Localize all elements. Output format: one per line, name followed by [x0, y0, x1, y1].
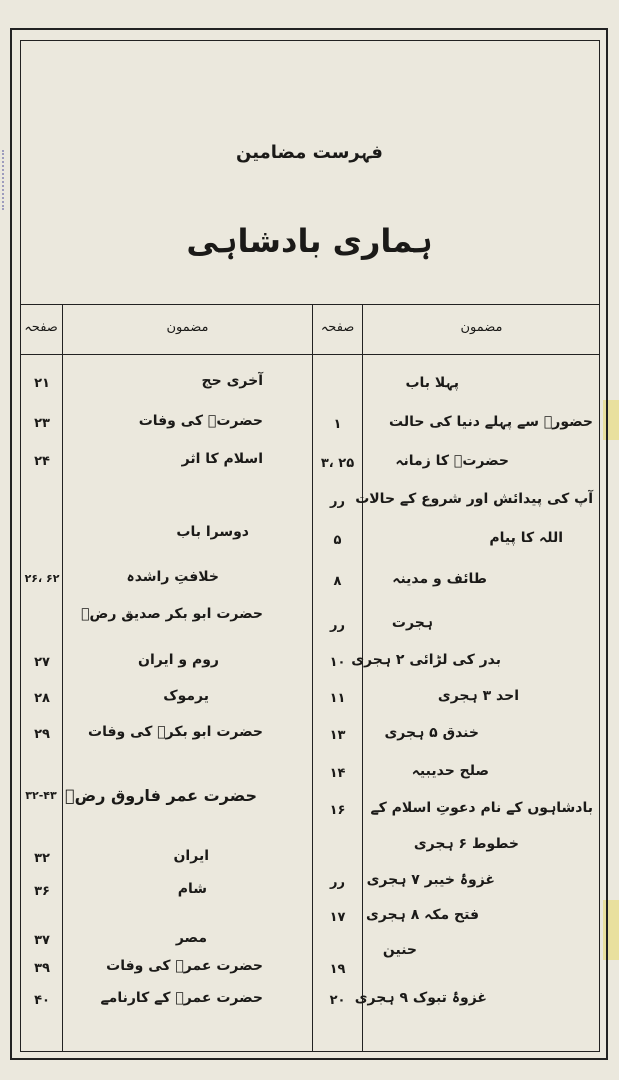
toc-topic: احد ۳ ہجری [437, 688, 519, 704]
toc-topic: غزوۂ تبوک ۹ ہجری [354, 990, 487, 1006]
toc-page: ۳۹ [34, 961, 50, 976]
toc-topic: خندق ۵ ہجری [384, 725, 479, 741]
toc-topic: ایران [173, 848, 209, 864]
toc-topic: حضرت عمرؓ کے کارنامے [100, 990, 263, 1006]
toc-topic: حضرت عمر فاروق رضؓ [65, 786, 257, 805]
right-topic-header: مضمون [460, 320, 503, 335]
toc-topic: مصر [175, 930, 207, 946]
toc-page: ۸ [333, 574, 342, 589]
toc-page: ۲۴ [34, 454, 50, 469]
toc-topic: آخری حج [201, 373, 263, 389]
toc-page: ۳۲-۴۳ [25, 789, 57, 802]
toc-topic: شام [177, 881, 207, 897]
column-divider [62, 304, 63, 1052]
toc-topic: اللہ کا پیام [489, 530, 563, 546]
toc-topic: یرموک [163, 688, 209, 704]
inner-border [20, 40, 600, 1052]
toc-topic: حضورؐ سے پہلے دنیا کی حالت [389, 414, 593, 430]
toc-page: رر [330, 875, 345, 890]
toc-topic: خطوط ۶ ہجری [413, 836, 519, 852]
toc-page: ۲۷ [34, 655, 50, 670]
toc-topic: حضرت ابو بکرؓ کی وفات [88, 724, 263, 740]
toc-topic: بادشاہوں کے نام دعوتِ اسلام کے [370, 800, 593, 816]
toc-topic: ہجرت [391, 615, 433, 631]
toc-page: ۳۷ [34, 933, 50, 948]
contents-title: فہرست مضامین [236, 142, 383, 163]
toc-topic: حضرتؐ کی وفات [138, 413, 263, 429]
left-page-header: صفحہ [24, 320, 58, 335]
table-top-rule [20, 304, 600, 305]
toc-topic: غزوۂ خیبر ۷ ہجری [366, 872, 495, 888]
toc-topic: روم و ایران [138, 652, 219, 668]
toc-page: ۳۶ [34, 884, 50, 899]
left-topic-header: مضمون [166, 320, 209, 335]
toc-page: ۲۳ [34, 416, 50, 431]
toc-topic: حضرت عمرؓ کی وفات [106, 958, 263, 974]
toc-page: ۲۱ [34, 376, 50, 391]
toc-page: ۲۸ [34, 691, 50, 706]
toc-page: ۱۴ [329, 766, 346, 781]
toc-page: رر [330, 618, 345, 633]
toc-topic: دوسرا باب [176, 524, 249, 540]
toc-page: ۳۲ [34, 851, 50, 866]
table-header-rule [20, 354, 600, 355]
toc-page: ۱۹ [329, 962, 346, 977]
toc-topic: طائف و مدینہ [392, 571, 487, 587]
toc-page: ۲۹ [34, 727, 50, 742]
toc-topic: صلح حدیبیہ [411, 763, 489, 779]
toc-page: ۲۶، ۶۲ [24, 572, 60, 585]
toc-topic: حنین [382, 942, 417, 958]
toc-page: ۱۰ [329, 655, 346, 670]
toc-topic: پہلا باب [405, 375, 459, 391]
column-divider [362, 304, 363, 1052]
toc-page: ۱۶ [329, 803, 346, 818]
toc-page: ۱۳ [329, 728, 346, 743]
toc-page: ۴۰ [34, 993, 50, 1008]
toc-topic: بدر کی لڑائی ۲ ہجری [351, 652, 501, 668]
toc-page: ۱۱ [329, 691, 346, 706]
right-page-header: صفحہ [320, 320, 355, 335]
toc-topic: حضرتؐ کا زمانہ [395, 453, 509, 469]
toc-page: ۵ [333, 533, 342, 548]
toc-topic: اسلام کا اثر [181, 451, 263, 467]
book-title: ہماری بادشاہی [186, 222, 433, 260]
toc-page: رر [330, 494, 345, 509]
toc-page: ۱۷ [329, 910, 346, 925]
toc-topic: حضرت ابو بکر صدیق رضؓ [81, 606, 263, 622]
toc-page: ۳، ۲۵ [320, 456, 355, 471]
toc-page: ۱ [333, 417, 342, 432]
toc-topic: آپ کی پیدائش اور شروع کے حالات [355, 491, 593, 507]
toc-page: ۲۰ [329, 993, 346, 1008]
toc-topic: خلافتِ راشدہ [126, 569, 219, 585]
toc-topic: فتح مکہ ۸ ہجری [366, 907, 479, 923]
